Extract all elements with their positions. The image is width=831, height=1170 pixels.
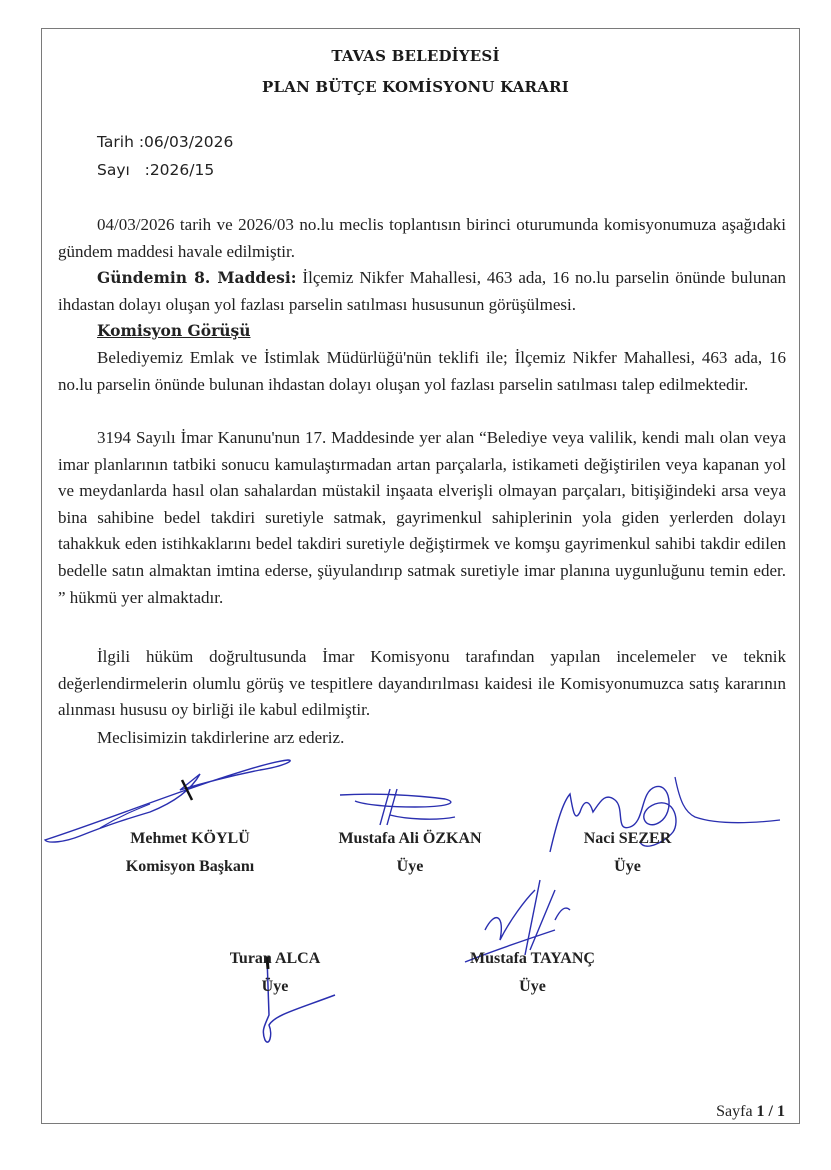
page-number: 1 / 1: [756, 1103, 785, 1120]
opinion-3-text: İlgili hüküm doğrultusunda İmar Komisyonu tarafından yapılan incelemeler ve teknik değerlendirmelerin olumlu görüş ve tespitlere dayandırılması kaidesi ile Komisyonumuzca satış kararının alınması hususu oy birliği ile kabul edilmiştir.: [58, 647, 786, 720]
signatory-3: [560, 830, 695, 876]
signatory-role: Üye: [519, 978, 546, 995]
document-title: PLAN BÜTÇE KOMİSYONU KARARI: [262, 78, 569, 96]
signatory-name: Naci SEZER: [583, 830, 672, 847]
opinion-2-text: 3194 Sayılı İmar Kanunu'nun 17. Maddesinde yer alan “Belediye veya valilik, kendi malı olan veya imar planlarının tatbiki sonucu kamulaştırmadan artan parçalarla, istikameti değiştirilen veya kapanan yol ve meydanlarda hasıl olan sahalardan müstakil inşaata elverişli olmayan parçaları, bitişiğindeki arsa veya bina sahibine bedel takdiri suretiyle satmak, gayrimenkul sahiplerinin yola giden yerlerden dolayı tahakkuk eden istihkaklarını bedel takdiri suretiyle değiştirmek ve komşu gayrimenkul sahibi takdir edilen bedelle satın almaktan imtina ederse, şüyulandırıp satmak suretiyle imar planına uygunluğunu temin eder. ” hükmü yer almaktadır.: [58, 428, 786, 607]
signatory-role: Üye: [261, 978, 289, 995]
signatory-name: Mehmet KÖYLÜ: [130, 830, 250, 847]
signatory-name: Mustafa TAYANÇ: [470, 950, 595, 967]
closing-paragraph: [58, 725, 786, 752]
closing-text: Meclisimizin takdirlerine arz ederiz.: [97, 728, 345, 747]
signatory-1: [100, 830, 280, 876]
intro-paragraph: [58, 212, 786, 265]
intro-text: 04/03/2026 tarih ve 2026/03 no.lu meclis toplantısın birinci oturumunda komisyonumuza aşağıdaki gündem maddesi havale edilmiştir.: [58, 215, 786, 261]
agenda-paragraph: [58, 265, 786, 318]
section-heading-wrap: [58, 318, 786, 345]
section-heading: Komisyon Görüşü: [97, 321, 251, 340]
signatory-5: [455, 950, 610, 996]
signatory-name: Mustafa Ali ÖZKAN: [338, 830, 482, 847]
signatory-role: Üye: [614, 858, 641, 875]
number-line: Sayı :2026/15: [97, 161, 215, 179]
opinion-paragraph-2: [58, 425, 786, 611]
date-line: Tarih :06/03/2026: [97, 133, 234, 151]
page-indicator: [716, 1103, 785, 1121]
signatory-2: [325, 830, 495, 876]
signatory-role: Üye: [396, 858, 424, 875]
signatory-role: Komisyon Başkanı: [125, 858, 255, 875]
opinion-paragraph-3: [58, 644, 786, 724]
opinion-1-text: Belediyemiz Emlak ve İstimlak Müdürlüğü'nün teklifi ile; İlçemiz Nikfer Mahallesi, 463 ada, 16 no.lu parselin önünde bulunan ihdastan dolayı oluşan yol fazlası parselin satılması talep edilmektedir.: [58, 348, 786, 394]
agenda-text: İlçemiz Nikfer Mahallesi, 463 ada, 16 no.lu parselin önünde bulunan ihdastan dolayı oluşan yol fazlası parselin satılması hususunun görüşülmesi.: [58, 268, 786, 314]
institution-title: TAVAS BELEDİYESİ: [331, 47, 500, 65]
signature-mustafa-ali-ozkan: [335, 785, 465, 835]
signatory-name: Turan ALCA: [229, 950, 321, 967]
page-label: Sayfa: [716, 1103, 753, 1120]
signatory-4: [210, 950, 340, 996]
opinion-paragraph-1: [58, 345, 786, 398]
agenda-label: Gündemin 8. Maddesi:: [97, 268, 297, 287]
